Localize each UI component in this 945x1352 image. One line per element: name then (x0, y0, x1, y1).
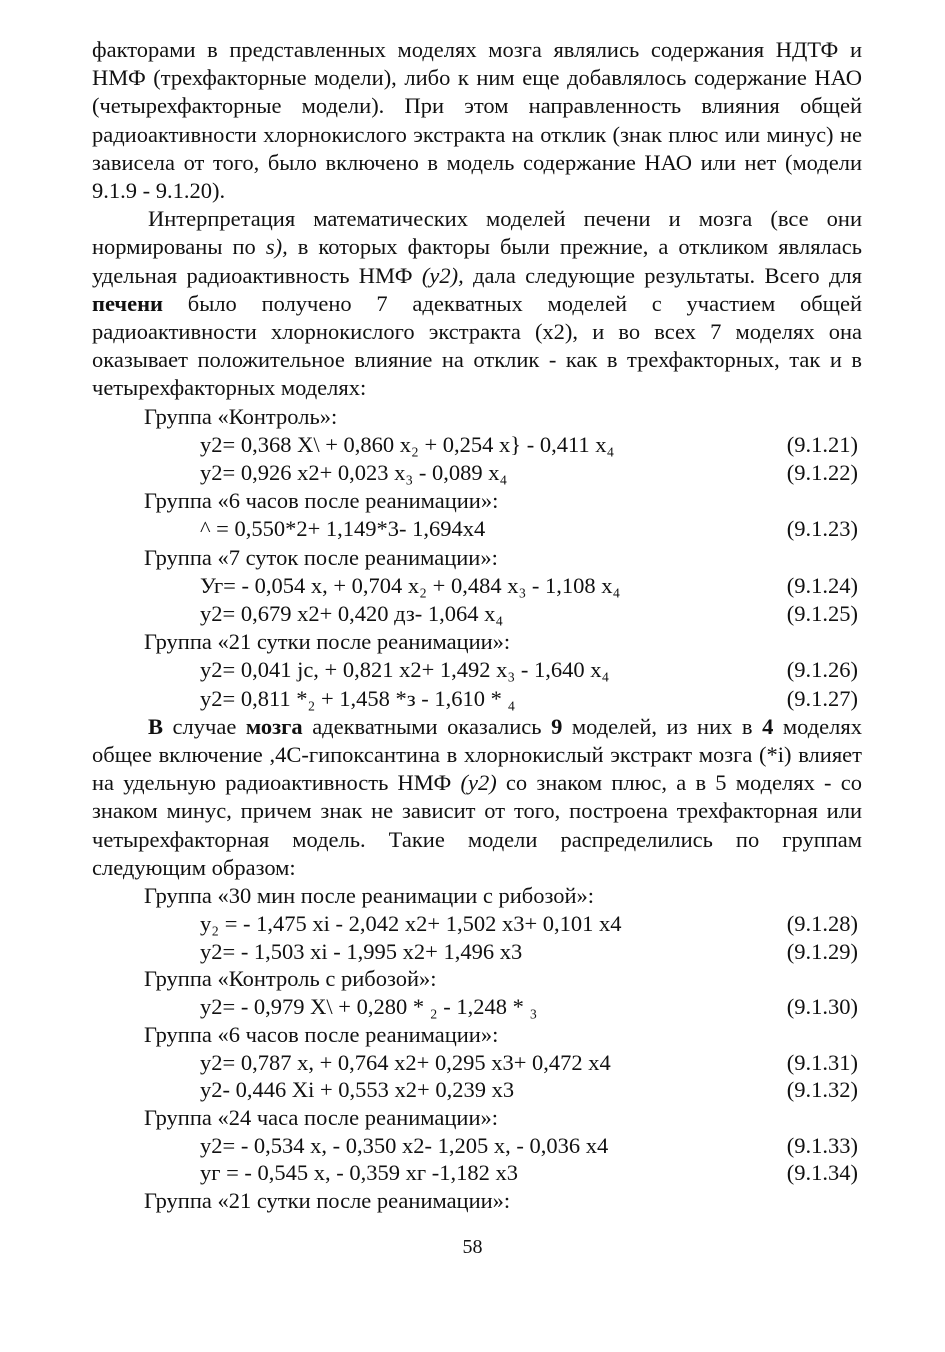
page-number: 58 (462, 1236, 483, 1258)
equation: y2= - 1,503 xi - 1,995 x2+ 1,496 x3 (200, 938, 523, 964)
p2-y2: (у2), (421, 262, 464, 288)
p3-part-f: со знаком плюс, а в 5 моделях - со знаком минус, причем знак не зависит от того, построена трехфакторная или четырехфакторная модель. Такие модели распределились по группам следующим образом: (92, 770, 862, 880)
p2-s: s), (265, 234, 288, 260)
equation-row (92, 685, 862, 713)
equation-row (92, 515, 862, 543)
equation-number: (9.1.27) (786, 685, 858, 711)
group-heading: Группа «30 мин после реанимации с рибозой»: (144, 883, 595, 909)
equation-number: (9.1.26) (786, 657, 858, 683)
equation: y2= 0,041 jc, + 0,821 x2+ 1,492 x₃ - 1,640 x₄ (200, 657, 610, 683)
equation: y2= - 0,534 x, - 0,350 x2- 1,205 x, - 0,036 x4 (200, 1132, 609, 1158)
p3-bold-4: 4 (762, 713, 774, 739)
equation-row (92, 938, 862, 965)
equation-row (92, 910, 862, 937)
group-heading: Группа «7 суток после реанимации»: (144, 544, 498, 570)
p3-bold-brain: мозга (245, 713, 303, 739)
p3-part-c: адекватными оказались (302, 713, 552, 739)
p3-part-e: моделях общее включение ,4С-гипоксантина в хлорнокислый экстракт мозга (*і) влияет на удельную радиоактивность НМФ (92, 713, 862, 796)
p2-part-b: в которых факторы были прежние, а откликом являлась удельная радиоактивность НМФ (92, 234, 863, 288)
equation: y2= 0,926 x2+ 0,023 x₃ - 0,089 x₄ (200, 460, 508, 486)
equation-row (92, 431, 862, 459)
equation-number: (9.1.30) (786, 994, 858, 1020)
paragraph-1: факторами в представленных моделях мозга являлись содержания НДТФ и НМФ (трехфакторные модели), либо к ним еще добавлялось содержание НАО (четырехфакторные модели). При этом направленность влияния общей радиоактивности хлорнокислого экстракта на отклик (знак плюс или минус) не зависела от того, было включено в модель содержание НАО или нет (модели 9.1.9 - 9.1.20). (92, 37, 862, 204)
document-page (92, 36, 862, 1215)
p3-part-a: случае (163, 713, 246, 739)
group-heading: Группа «21 сутки после реанимации»: (144, 1187, 511, 1213)
equation: y2= 0,679 x2+ 0,420 дз- 1,064 x₄ (200, 601, 504, 627)
equation-row (92, 1159, 862, 1186)
group-heading: Группа «6 часов после реанимации»: (144, 488, 499, 514)
equation: yг = - 0,545 x, - 0,359 xг -1,182 x3 (200, 1160, 518, 1186)
equation-number: (9.1.29) (786, 938, 858, 964)
equation-number: (9.1.28) (786, 911, 858, 937)
group-heading: Группа «Контроль»: (144, 403, 338, 429)
group-heading: Группа «24 часа после реанимации»: (144, 1104, 498, 1130)
equation-row (92, 1049, 862, 1076)
p2-part-d: было получено 7 адекватных моделей с участием общей радиоактивности хлорнокислого экстракта (х2), и во всех 7 моделях она оказывает положительное влияние на отклик - как в трехфакторных, так и в четырехфакторных моделях: (92, 290, 862, 401)
equation-row (92, 600, 862, 628)
equation: y₂ = - 1,475 xi - 2,042 x2+ 1,502 x3+ 0,101 x4 (200, 911, 622, 937)
equation-number: (9.1.33) (786, 1132, 858, 1158)
p3-bold-9: 9 (551, 713, 563, 739)
equation-row (92, 656, 862, 684)
equation-number: (9.1.32) (786, 1077, 858, 1103)
equation: y2= 0,368 X\ + 0,860 x₂ + 0,254 x} - 0,411 x₄ (200, 431, 615, 457)
equation-row (92, 572, 862, 600)
equation-number: (9.1.22) (786, 460, 858, 486)
equation-number: (9.1.24) (786, 572, 858, 598)
p2-part-a: Интерпретация математических моделей печени и мозга (все они нормированы по (92, 206, 862, 260)
equation: y2- 0,446 Xi + 0,553 x2+ 0,239 x3 (200, 1077, 515, 1103)
equation: y2= 0,787 x, + 0,764 x2+ 0,295 x3+ 0,472 x4 (200, 1049, 611, 1075)
equation-row (92, 459, 862, 487)
equation: Уг= - 0,054 x, + 0,704 x₂ + 0,484 x₃ - 1,108 x₄ (200, 572, 621, 598)
equation: y2= 0,811 *₂ + 1,458 *з - 1,610 * ₄ (200, 685, 516, 711)
equation-row (92, 1076, 862, 1103)
p3-y2: (у2) (460, 770, 497, 796)
group-heading: Группа «Контроль с рибозой»: (144, 966, 437, 992)
p2-bold-liver: печени (92, 290, 163, 316)
equation-number: (9.1.21) (786, 431, 858, 457)
p2-part-c: дала следующие результаты. Всего для (463, 262, 862, 288)
equation-number: (9.1.34) (786, 1160, 858, 1186)
equation: ^ = 0,550*2+ 1,149*3- 1,694x4 (200, 516, 486, 542)
equation-number: (9.1.23) (786, 516, 858, 542)
equation-number: (9.1.25) (786, 601, 858, 627)
paragraph-2 (92, 205, 862, 402)
p3-part-d: моделей, из них в (562, 713, 763, 739)
equation-row (92, 1132, 862, 1159)
group-heading: Группа «21 сутки после реанимации»: (144, 629, 511, 655)
paragraph-3 (92, 713, 862, 882)
group-heading: Группа «6 часов после реанимации»: (144, 1021, 499, 1047)
equation-number: (9.1.31) (786, 1049, 858, 1075)
p3-bold-1: В (148, 713, 164, 739)
equation-row (92, 993, 862, 1020)
equation: y2= - 0,979 X\ + 0,280 * ₂ - 1,248 * ₃ (200, 994, 538, 1020)
